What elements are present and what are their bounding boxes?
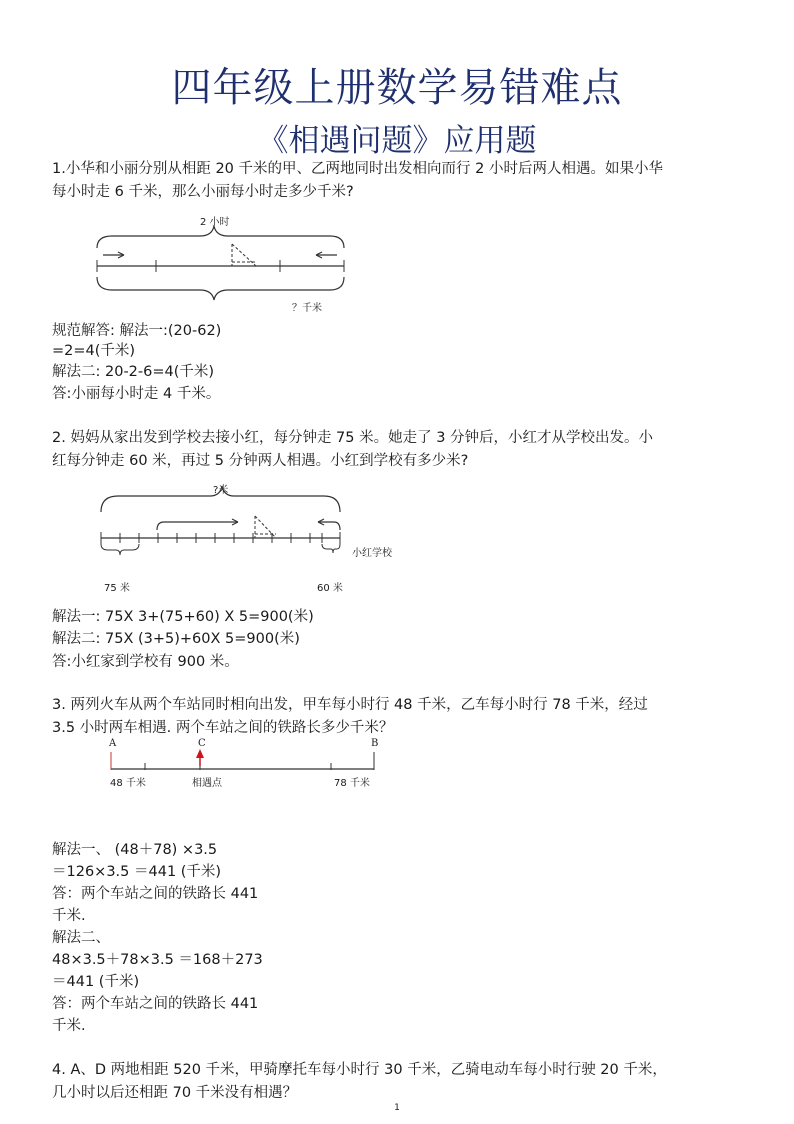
q2-text-line-2: 红每分钟走 60 米，再过 5 分钟两人相遇。小红到学校有多少米?: [52, 453, 469, 469]
q3-point-a-label: A: [109, 738, 117, 749]
q1-solution-line: 解法二: 20-2-6=4(千米): [52, 364, 215, 380]
q3-solution-line: ＝126×3.5 ＝441 (千米): [52, 864, 222, 880]
q3-solution-line: 解法二、: [52, 930, 110, 946]
q3-meeting-point-label: 相遇点: [192, 778, 222, 789]
q3-point-c-label: C: [198, 738, 206, 749]
q1-solution-line: =2=4(千米): [52, 343, 136, 359]
page-subtitle: 《相遇问题》应用题: [257, 123, 537, 159]
page-number: 1: [394, 1103, 400, 1113]
q3-train-b-speed-label: 78 千米: [334, 778, 370, 789]
q1-text-line-1: 1.小华和小丽分别从相距 20 千米的甲、乙两地同时出发相向而行 2 小时后两人相遇。如果小华: [52, 161, 663, 177]
q3-point-b-label: B: [371, 738, 379, 749]
q2-diagram-school-label: 小红学校: [352, 548, 392, 559]
q3-solution-line: ＝441 (千米): [52, 974, 140, 990]
q2-text-line-1: 2. 妈妈从家出发到学校去接小红，每分钟走 75 米。她走了 3 分钟后，小红才从学校出发。小: [52, 430, 654, 446]
q2-diagram-distance-label: ?米: [213, 485, 229, 496]
q2-diagram-xiaohong-speed-label: 60 米: [317, 583, 343, 594]
q3-answer-unit: 千米.: [52, 1018, 86, 1034]
q1-diagram-time-label: 2 小时: [200, 217, 230, 228]
q3-answer: 答：两个车站之间的铁路长 441: [52, 886, 259, 902]
page-title: 四年级上册数学易错难点: [171, 65, 623, 111]
q2-solution-line: 解法二: 75X (3+5)+60X 5=900(米): [52, 631, 300, 647]
q1-text-line-2: 每小时走 6 千米，那么小丽每小时走多少千米?: [52, 184, 354, 200]
q3-answer-unit: 千米.: [52, 908, 86, 924]
q2-diagram-mom-speed-label: 75 米: [104, 583, 130, 594]
q1-solution-line: 规范解答: 解法一:(20-62): [52, 323, 222, 339]
q3-text-line-1: 3. 两列火车从两个车站同时相向出发，甲车每小时行 48 千米，乙车每小时行 78 千米，经过: [52, 697, 648, 713]
q3-text-line-2: 3.5 小时两车相遇. 两个车站之间的铁路长多少千米？: [52, 720, 394, 736]
q4-text-line-1: 4. A、D 两地相距 520 千米，甲骑摩托车每小时行 30 千米，乙骑电动车每小时行驶 20 千米，: [52, 1062, 667, 1078]
q1-answer: 答:小丽每小时走 4 千米。: [52, 386, 221, 402]
q2-solution-line: 解法一: 75X 3+(75+60) X 5=900(米): [52, 609, 314, 625]
q2-answer: 答:小红家到学校有 900 米。: [52, 654, 239, 670]
q3-train-a-speed-label: 48 千米: [110, 778, 146, 789]
q4-text-line-2: 几小时以后还相距 70 千米没有相遇？: [52, 1085, 298, 1101]
q3-solution-line: 解法一、 (48＋78) ×3.5: [52, 842, 218, 858]
q1-diagram-distance-label: ？千米: [292, 303, 322, 314]
q3-answer: 答：两个车站之间的铁路长 441: [52, 996, 259, 1012]
q3-solution-line: 48×3.5＋78×3.5 ＝168＋273: [52, 952, 263, 968]
